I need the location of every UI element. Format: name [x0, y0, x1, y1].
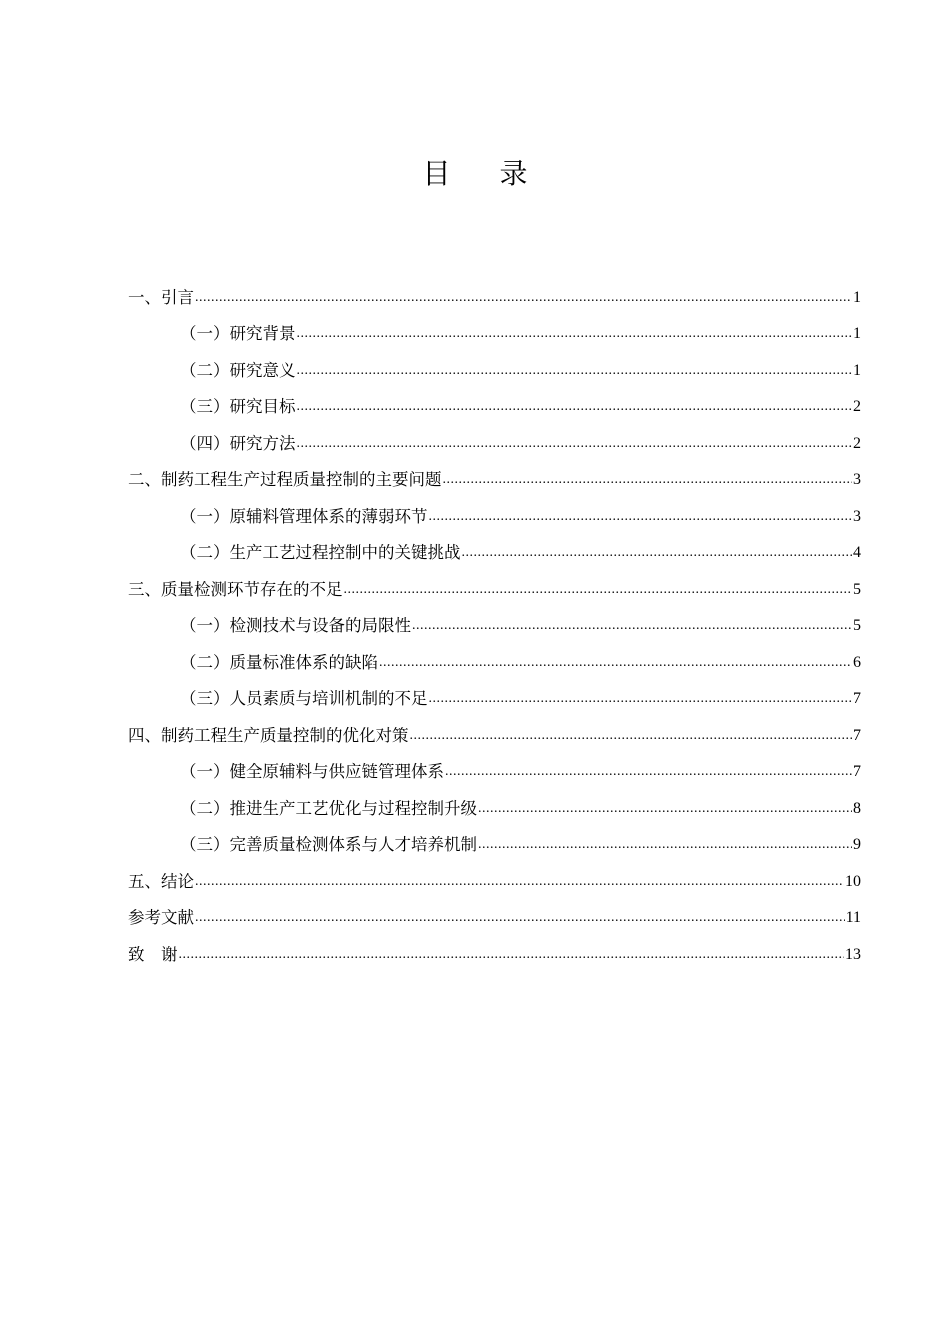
toc-leader	[195, 907, 845, 929]
toc-entry[interactable]	[128, 747, 861, 784]
toc-entry-page: 7	[853, 690, 861, 707]
toc-leader	[462, 542, 853, 564]
toc-entry-text: （二）生产工艺过程控制中的关键挑战	[180, 543, 461, 562]
toc-entry-text: （一）研究背景	[180, 324, 296, 343]
toc-list	[128, 272, 861, 966]
toc-entry-text: 三、质量检测环节存在的不足	[128, 579, 343, 599]
toc-entry-text: 致 谢	[128, 944, 178, 964]
toc-entry-page: 3	[853, 471, 861, 488]
toc-leader	[429, 506, 853, 528]
toc-entry[interactable]	[128, 309, 861, 346]
toc-entry[interactable]	[128, 418, 861, 455]
toc-entry[interactable]	[128, 345, 861, 382]
toc-entry[interactable]	[128, 564, 861, 601]
toc-entry-text: （一）原辅料管理体系的薄弱环节	[180, 506, 428, 526]
toc-entry-text: （二）推进生产工艺优化与过程控制升级	[180, 798, 477, 818]
toc-entry-page: 9	[853, 836, 861, 853]
toc-entry[interactable]	[128, 382, 861, 419]
toc-entry[interactable]	[128, 601, 861, 638]
toc-entry[interactable]	[128, 820, 861, 857]
toc-entry[interactable]	[128, 674, 861, 711]
toc-leader	[410, 725, 853, 747]
toc-leader	[297, 323, 853, 345]
toc-leader	[429, 688, 853, 710]
toc-entry-page: 10	[845, 872, 861, 890]
toc-leader	[179, 944, 845, 966]
toc-entry[interactable]	[128, 272, 861, 309]
toc-entry[interactable]	[128, 856, 861, 893]
toc-leader	[443, 469, 853, 491]
toc-leader	[478, 798, 852, 820]
toc-entry-page: 3	[853, 507, 861, 525]
toc-entry-page: 7	[853, 763, 861, 780]
toc-entry-page: 2	[853, 398, 861, 415]
toc-entry-text: 四、制药工程生产质量控制的优化对策	[128, 725, 409, 745]
toc-leader	[379, 652, 852, 674]
toc-entry[interactable]	[128, 710, 861, 747]
toc-entry-page: 5	[853, 617, 861, 634]
toc-entry-text: （一）检测技术与设备的局限性	[180, 616, 411, 635]
toc-title	[0, 152, 950, 192]
toc-entry[interactable]	[128, 491, 861, 528]
toc-entry-page: 1	[853, 325, 861, 342]
toc-entry-page: 6	[853, 653, 861, 671]
toc-entry-page: 13	[845, 945, 861, 963]
toc-entry-text: 一、引言	[128, 287, 194, 307]
toc-entry-page: 4	[853, 544, 861, 561]
toc-entry-page: 7	[853, 726, 861, 744]
toc-leader	[344, 579, 853, 601]
toc-leader	[297, 396, 853, 418]
toc-leader	[195, 871, 844, 893]
toc-entry-page: 1	[853, 288, 861, 306]
toc-entry[interactable]	[128, 637, 861, 674]
toc-entry-text: 五、结论	[128, 871, 194, 891]
toc-entry-page: 1	[853, 361, 861, 379]
toc-entry-text: （二）质量标准体系的缺陷	[180, 652, 378, 672]
toc-leader	[297, 433, 853, 455]
toc-entry[interactable]	[128, 455, 861, 492]
toc-entry-text: （四）研究方法	[180, 433, 296, 453]
toc-entry-text: （三）人员素质与培训机制的不足	[180, 689, 428, 708]
toc-title-char: 录	[499, 157, 528, 190]
toc-entry-text: （二）研究意义	[180, 360, 296, 380]
toc-title-char: 目	[422, 157, 451, 190]
toc-entry[interactable]	[128, 929, 861, 966]
toc-entry[interactable]	[128, 783, 861, 820]
toc-entry-text: （三）完善质量检测体系与人才培养机制	[180, 835, 477, 854]
toc-entry[interactable]	[128, 528, 861, 565]
toc-leader	[445, 761, 852, 783]
toc-entry-text: 二、制药工程生产过程质量控制的主要问题	[128, 470, 442, 489]
toc-entry-page: 2	[853, 434, 861, 452]
toc-entry-text: （一）健全原辅料与供应链管理体系	[180, 762, 444, 781]
toc-entry[interactable]	[128, 893, 861, 930]
toc-entry-page: 5	[853, 580, 861, 598]
toc-entry-page: 11	[845, 909, 861, 926]
toc-leader	[478, 834, 852, 856]
toc-leader	[297, 360, 853, 382]
toc-leader	[412, 615, 852, 637]
toc-entry-text: （三）研究目标	[180, 397, 296, 416]
toc-entry-page: 8	[853, 799, 861, 817]
toc-entry-text: 参考文献	[128, 908, 194, 927]
toc-leader	[195, 287, 852, 309]
